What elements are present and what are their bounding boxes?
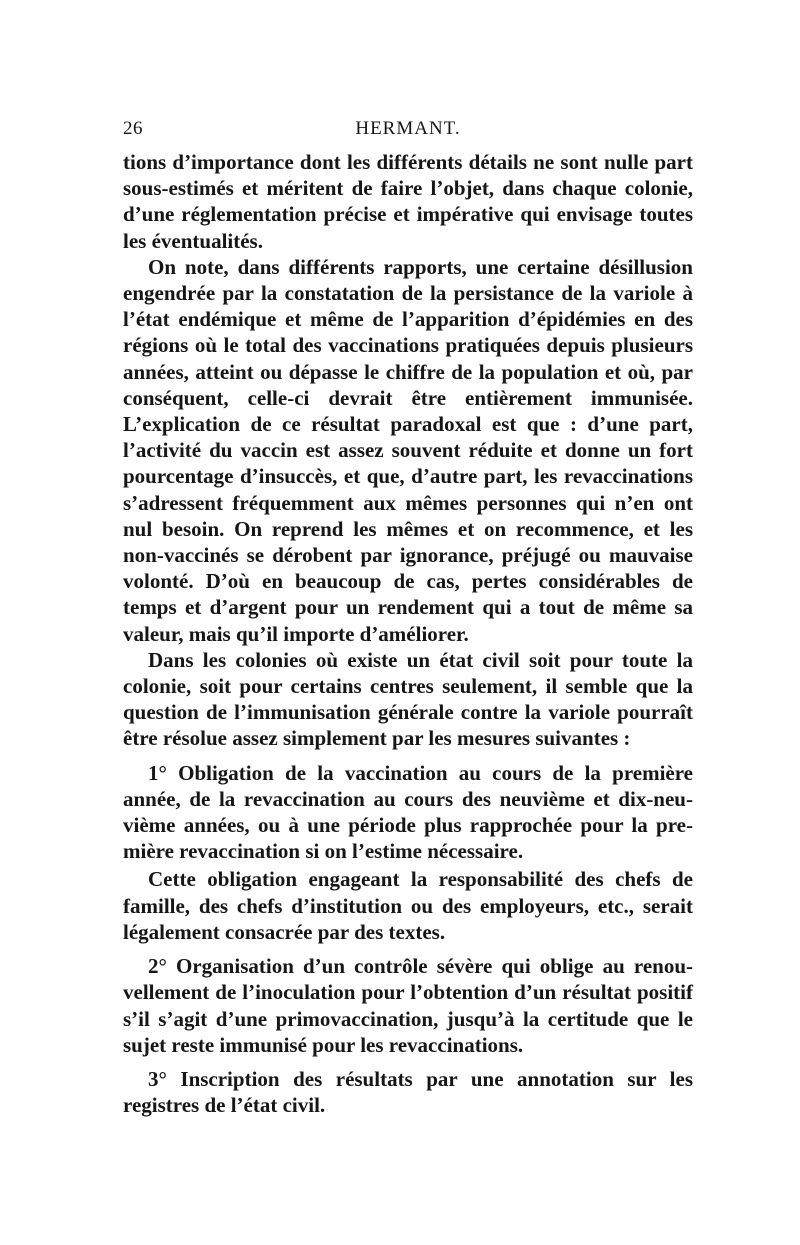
running-head [123,118,693,144]
list-item-obligation: 1° Obligation de la vaccination au cours de la première année, de la revaccination au cours des neuvième et dix-neuvième années, ou à une période plus rapprochée pour la première revaccination si on l’estime nécessaire. [123,760,693,864]
body-text [123,149,693,1118]
paragraph-civil-registry: Dans les colonies où existe un état civil soit pour toute la colonie, soit pour certains centres seulement, il semble que la question de l’immunisation générale contre la variole pourraît être résolue assez simplement par les mesures suivantes : [123,647,693,751]
paragraph-continuation: tions d’importance dont les différents détails ne sont nulle part sous-estimés et méritent de faire l’objet, dans chaque colonie, d’une réglementation précise et impérative qui envisage toutes les éventualités. [123,150,693,253]
paragraph-vaccination-disillusion: On note, dans différents rapports, une certaine désillusion engendrée par la constatation de la persistance de la variole à l’état endémique et même de l’apparition d’épidémies en des régions où le total des vaccinations pratiquées depuis plusieurs années, atteint ou dépasse le chiffre de la population et où, par conséquent, celle-ci devrait être entièrement immunisée. L’explication de ce résultat paradoxal est que : d’une part, l’activité du vaccin est assez souvent réduite et donne un fort pourcentage d’insuccès, et que, d’autre part, les revaccinations s’adressent fréquemment aux mêmes personnes qui n’en ont nul besoin. On reprend les mêmes et on recommence, et les non-vaccinés se dérobent par ignorance, préjugé ou mauvaise volonté. D’où en beaucoup de cas, pertes considérables de temps et d’argent pour un rendement qui a tout de même sa valeur, mais qu’il importe d’améliorer. [123,254,693,646]
running-title: HERMANT. [355,118,461,139]
page-number: 26 [123,118,143,139]
list-item-inscription: 3° Inscription des résultats par une annotation sur les registres de l’état civil. [123,1066,693,1118]
paragraph-obligation-legal: Cette obligation engageant la responsabilité des chefs de famille, des chefs d’institution ou des employeurs, etc., serait légalement consacrée par des textes. [123,867,693,944]
list-item-control: 2° Organisation d’un contrôle sévère qui oblige au renouvellement de l’inoculation pour l’obtention d’un résultat positif s’il s’agit d’une primovaccination, jusqu’à la certitude que le sujet reste immunisé pour les revaccinations. [123,954,693,1057]
